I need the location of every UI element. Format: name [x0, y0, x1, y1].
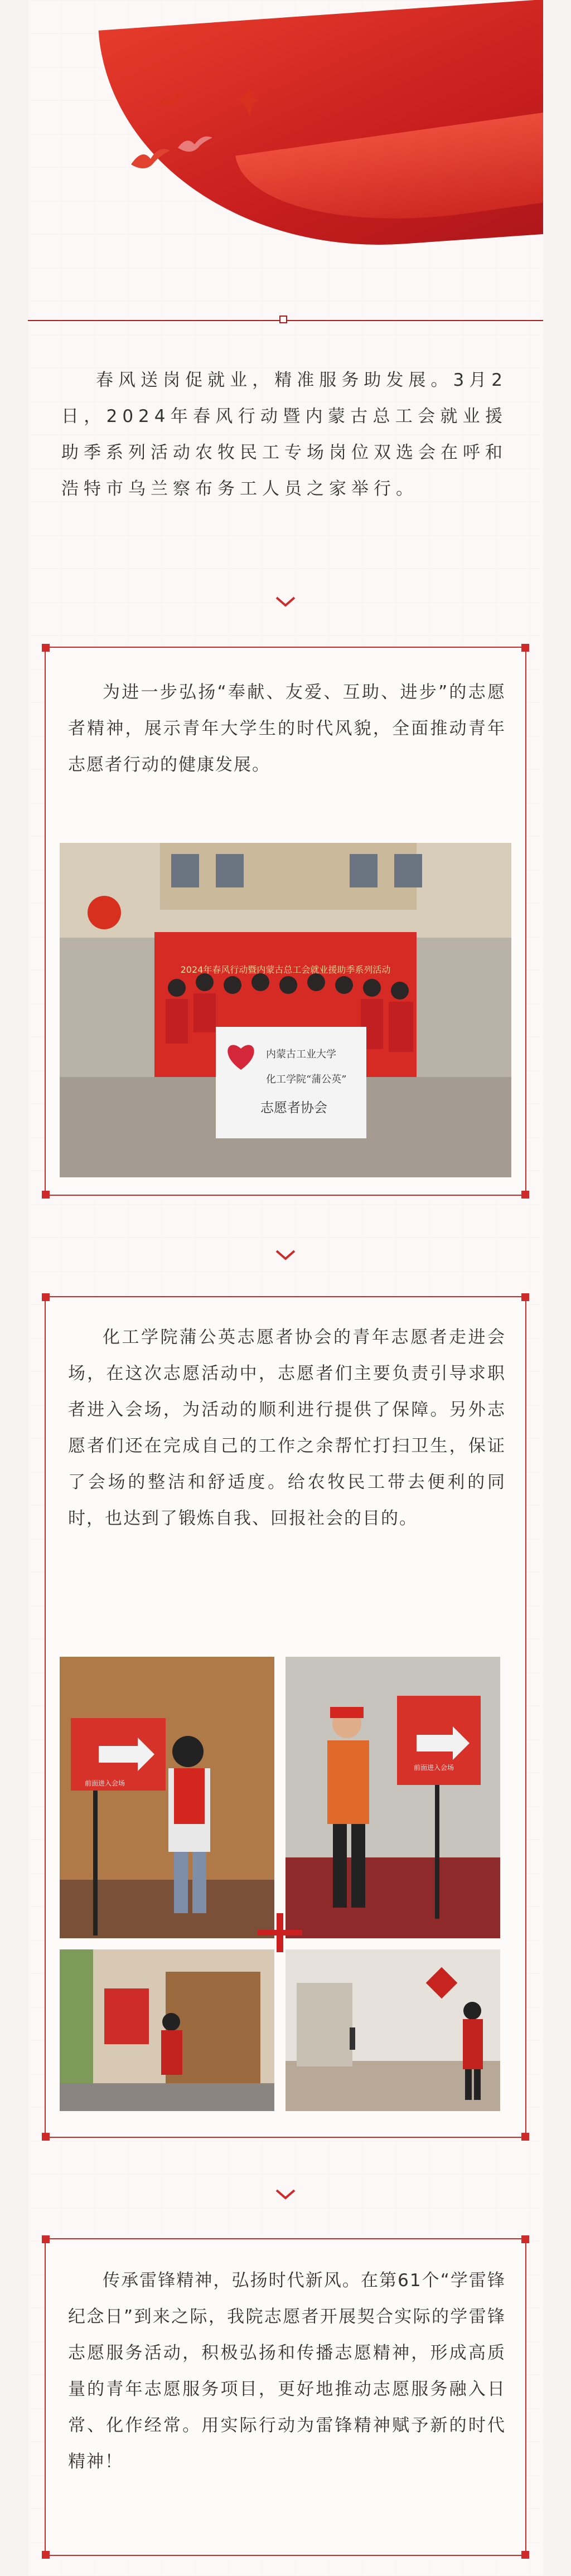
intro-paragraph: 春风送岗促就业，精准服务助发展。3月2日，2024年春风行动暨内蒙古总工会就业援助季系列活动农牧民工专场岗位双选会在呼和浩特市乌兰察布务工人员之家举行。	[61, 370, 507, 499]
chevron-down-icon	[274, 595, 297, 609]
banner-caption: 2024年春风行动暨内蒙古总工会就业援助季系列活动	[180, 964, 391, 975]
sign-text: 前面进入会场	[414, 1764, 454, 1772]
chevron-down-icon	[274, 1249, 297, 1262]
volunteer-photo-3	[60, 1949, 274, 2111]
group-photo	[60, 843, 511, 1177]
dove-icon	[234, 84, 263, 119]
volunteer-photo-4	[286, 1949, 500, 2111]
article-page	[28, 0, 543, 2576]
section-card-3	[45, 2238, 526, 2556]
heart-logo	[224, 1041, 258, 1072]
flag-line-2: 化工学院“蒲公英”	[266, 1074, 347, 1085]
divider-dot	[279, 316, 287, 323]
flag-line-3: 志愿者协会	[260, 1100, 327, 1115]
volunteer-photo-1	[60, 1657, 274, 1938]
dove-icon	[128, 142, 173, 176]
red-cross-decoration	[277, 1913, 283, 1952]
section1-paragraph: 为进一步弘扬“奉献、友爱、互助、进步”的志愿者精神，展示青年大学生的时代风貌，全面推动青年志愿者行动的健康发展。	[68, 682, 506, 775]
header-banner	[28, 0, 543, 334]
section-card-2	[45, 1296, 526, 2138]
dove-icon	[156, 89, 190, 114]
section-card-1	[45, 647, 526, 1196]
dove-icon	[176, 131, 215, 159]
sign-text: 前面进入会场	[85, 1779, 125, 1787]
chevron-down-icon	[274, 2188, 297, 2201]
section2-paragraph: 化工学院蒲公英志愿者协会的青年志愿者走进会场，在这次志愿活动中，志愿者们主要负责引导求职者进入会场，为活动的顺利进行提供了保障。另外志愿者们还在完成自己的工作之余帮忙打扫卫生，保证了会场的整洁和舒适度。给农牧民工带去便利的同时，也达到了锻炼自我、回报社会的目的。	[68, 1327, 506, 1529]
flag-line-1: 内蒙古工业大学	[266, 1049, 336, 1060]
volunteer-photo-2	[286, 1657, 500, 1938]
section3-paragraph: 传承雷锋精神，弘扬时代新风。在第61个“学雷锋纪念日”到来之际，我院志愿者开展契合实际的学雷锋志愿服务活动，积极弘扬和传播志愿精神，形成高质量的青年志愿服务项目，更好地推动志愿服务融入日常、化作经常。用实际行动为雷锋精神赋予新的时代精神！	[68, 2271, 506, 2472]
